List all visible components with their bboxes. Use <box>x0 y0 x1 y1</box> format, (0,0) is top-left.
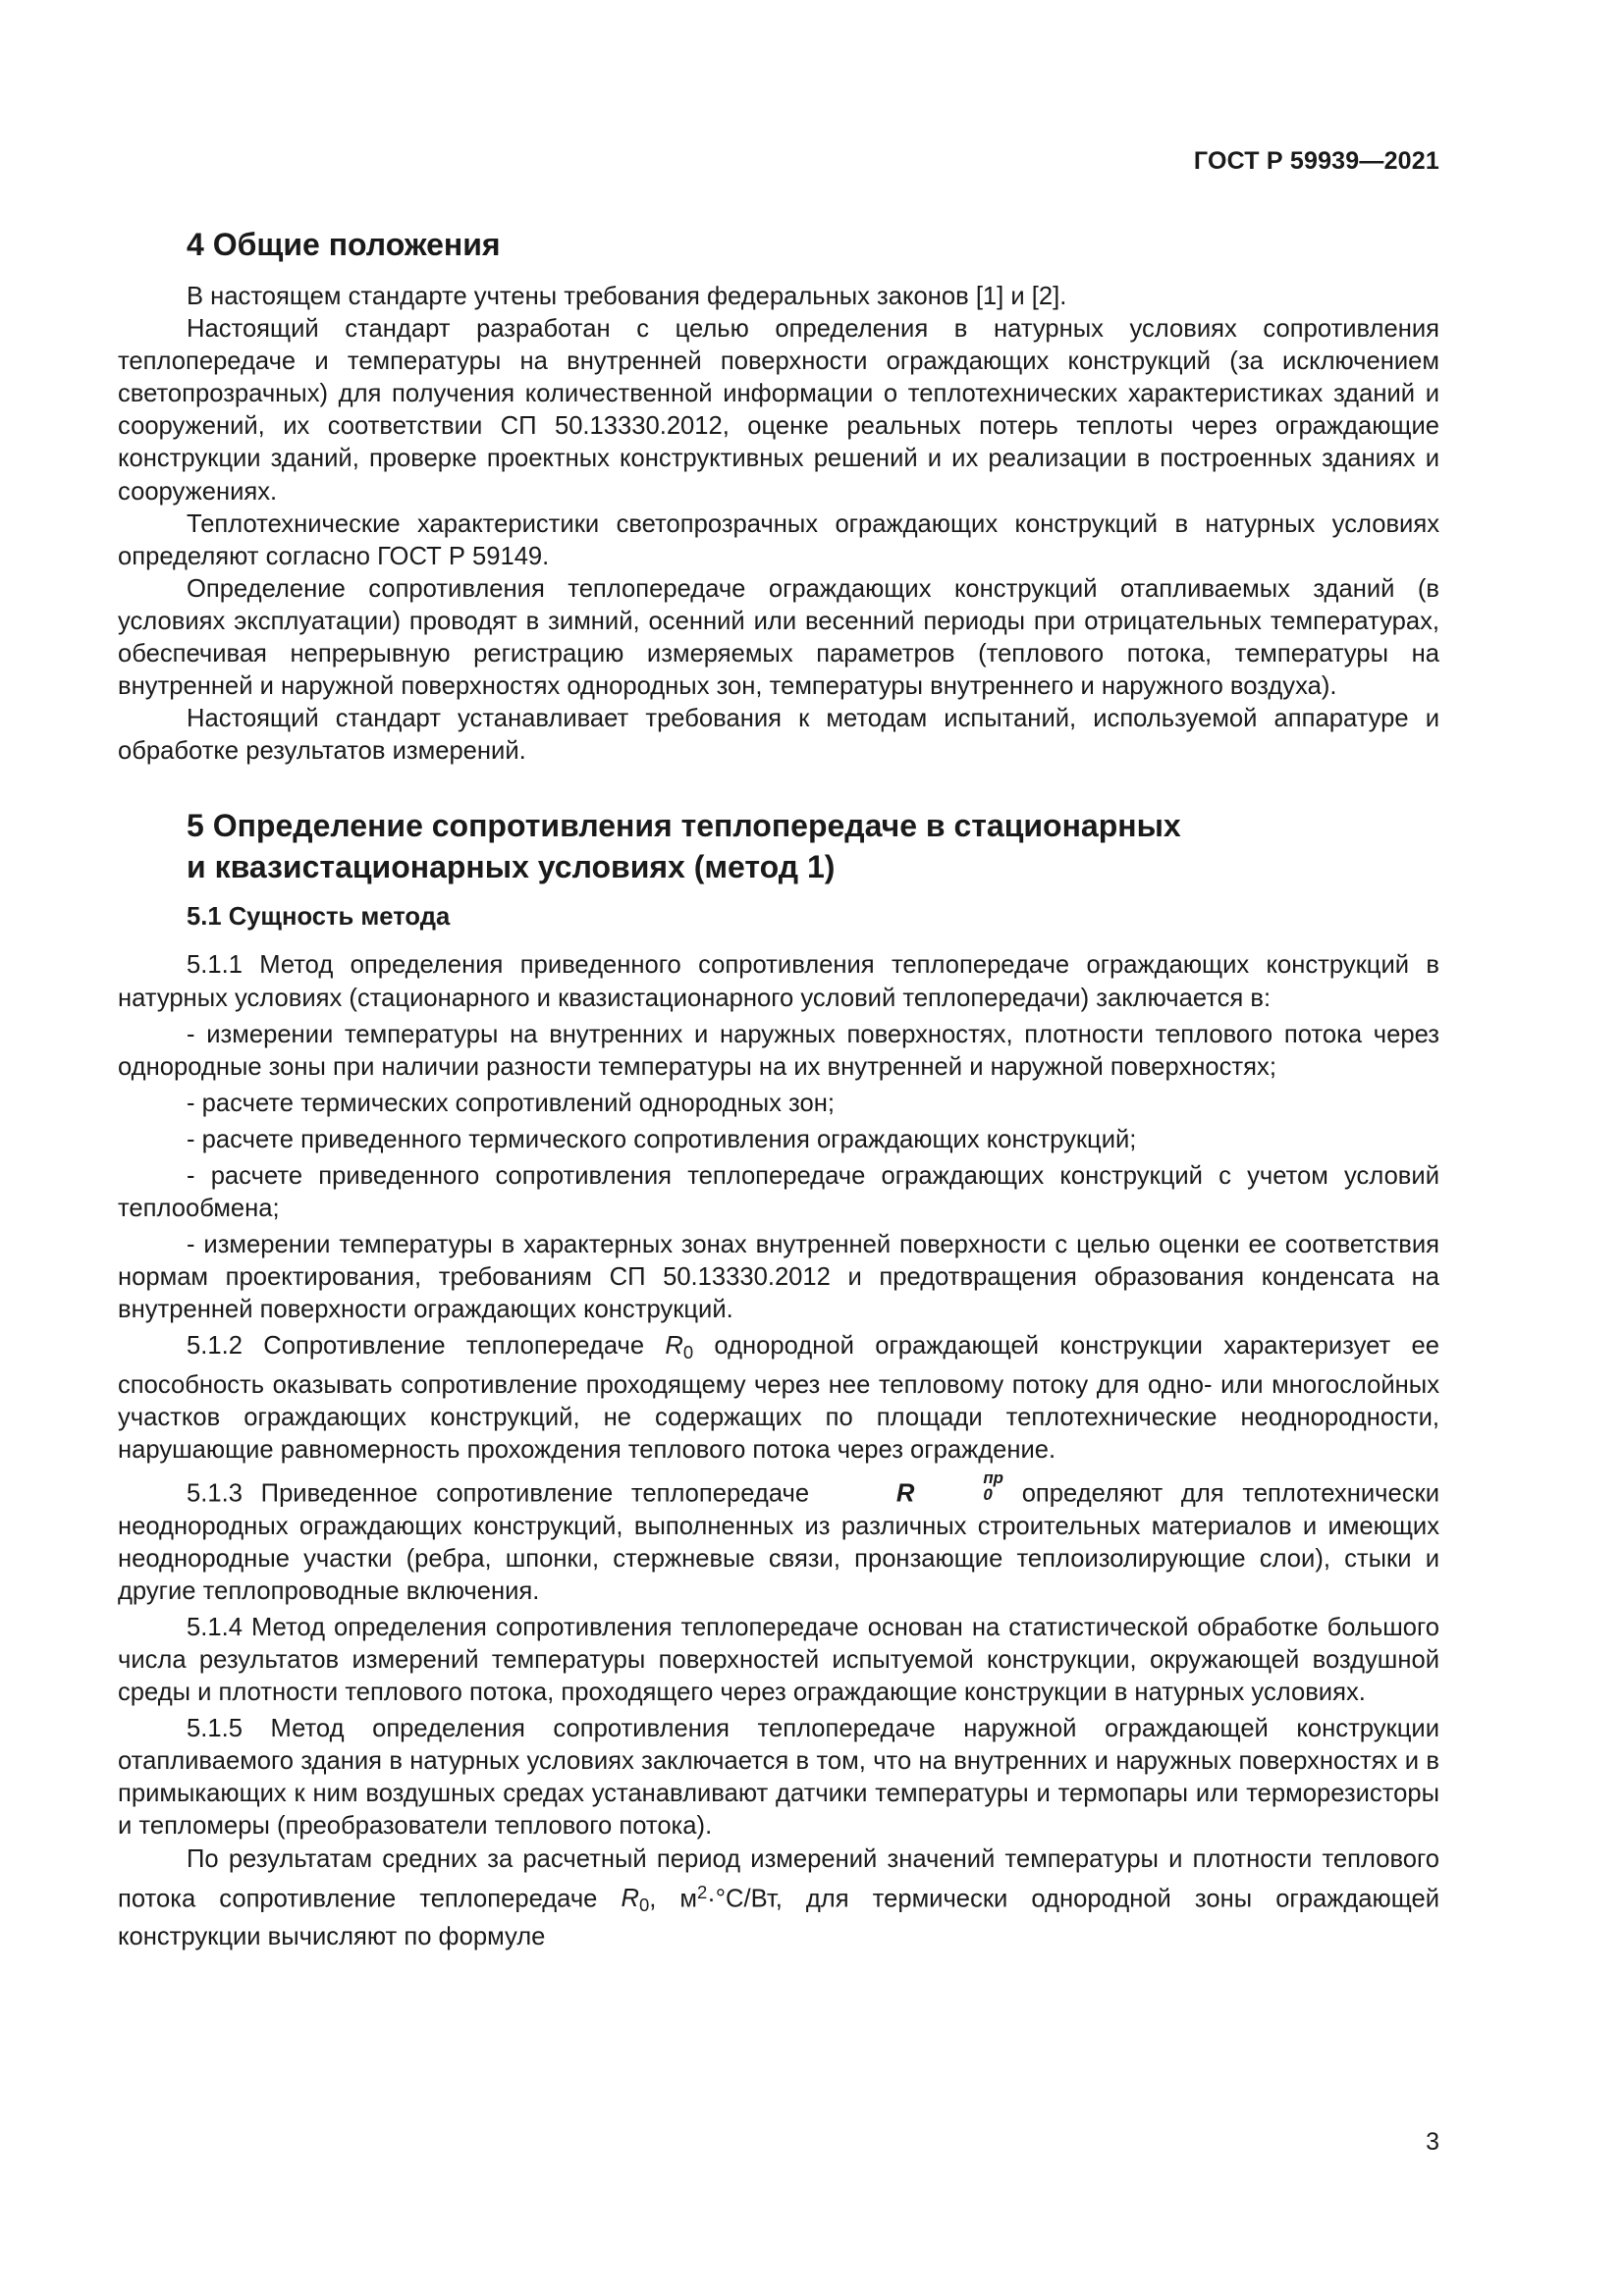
symbol-r: R <box>895 1479 915 1508</box>
symbol-r0 <box>665 1332 694 1363</box>
symbol-r: R <box>665 1332 683 1361</box>
clause-text: 5.1.3 Приведенное сопротивление теплопередаче <box>187 1479 828 1508</box>
section-5-title-line: и квазистационарных условиях (метод 1) <box>187 849 836 885</box>
section-4-title: 4 Общие положения <box>187 227 501 262</box>
section-4-paragraph: Определение сопротивления теплопередаче ограждающих конструкций отапливаемых зданий (в условиях эксплуатации) проводят в зимний, осенний или весенний периоды при отрицательных температурах, обеспечивая непрерывную регистрацию измеряемых параметров (теплового потока, температуры на внутренней и наружной поверхностях однородных зон, температуры внутреннего и наружного воздуха). <box>118 574 1439 701</box>
paragraph-text: По результатам средних за расчетный период измерений значений температуры и плотности теплового потока сопротивление теплопередаче <box>118 1844 1439 1912</box>
document-id: ГОСТ Р 59939—2021 <box>1193 147 1439 175</box>
symbol-subscript: 0 <box>638 1895 650 1916</box>
section-4-paragraph: Теплотехнические характеристики светопрозрачных ограждающих конструкций в натурных условиях определяют согласно ГОСТ Р 59149. <box>118 509 1439 570</box>
symbol-indices <box>914 1470 1003 1504</box>
symbol-r0 <box>621 1884 650 1916</box>
list-item: - расчете термических сопротивлений однородных зон; <box>187 1089 835 1117</box>
section-5-title-line: 5 Определение сопротивления теплопередаче в стационарных <box>187 808 1181 844</box>
subsection-5-1-title: 5.1 Сущность метода <box>187 903 451 932</box>
list-item: - расчете приведенного сопротивления теплопередаче ограждающих конструкций с учетом условий теплообмена; <box>118 1161 1439 1223</box>
formula-intro-paragraph <box>118 1843 1439 1954</box>
list-item: - измерении температуры в характерных зонах внутренней поверхности с целью оценки ее соответствия нормам проектирования, требованиям СП 50.13330.2012 и предотвращения образования конденсата на внутренней поверхности ограждающих конструкций. <box>118 1231 1439 1324</box>
clause-5-1-3 <box>118 1470 1439 1608</box>
clause-text: однородной ограждающей конструкции характеризует ее способность оказывать сопротивление проходящему через нее тепловому потоку для одно- или многослойных участков ограждающих конструкций, не содержащих по площади теплотехнические неоднородности, нарушающие равномерность прохождения теплового потока через ограждение. <box>118 1332 1439 1464</box>
section-4-paragraph: Настоящий стандарт разработан с целью определения в натурных условиях сопротивления теплопередаче и температуры на внутренней поверхности ограждающих конструкций (за исключением светопрозрачных) для получения количественной информации о теплотехнических характеристиках зданий и сооружений, их соответствии СП 50.13330.2012, оценке реальных потерь теплоты через ограждающие конструкции зданий, проверке проектных конструктивных решений и их реализации в построенных зданиях и сооружениях. <box>118 315 1439 506</box>
paragraph-text: ·°С/Вт, для термически однородной зоны ограждающей конструкции вычисляют по формуле <box>118 1884 1440 1951</box>
symbol-r0-pr <box>828 1470 1003 1511</box>
section-5-title <box>187 805 1439 887</box>
list-item: - расчете приведенного термического сопротивления ограждающих конструкций; <box>187 1125 1137 1153</box>
unit-superscript: 2 <box>697 1881 708 1902</box>
paragraph-text: , м <box>649 1884 697 1912</box>
section-4-paragraph: В настоящем стандарте учтены требования федеральных законов [1] и [2]. <box>187 283 1067 310</box>
clause-5-1-4: 5.1.4 Метод определения сопротивления теплопередаче основан на статистической обработке большого числа результатов измерений температуры поверхностей испытуемой конструкции, окружающей воздушной среды и плотности теплового потока, проходящего через ограждающие конструкции в натурных условиях. <box>118 1613 1439 1707</box>
page-content <box>118 224 1439 1953</box>
symbol-superscript: пр <box>983 1468 1003 1487</box>
symbol-subscript: 0 <box>682 1342 694 1363</box>
clause-5-1-5: 5.1.5 Метод определения сопротивления теплопередаче наружной ограждающей конструкции отапливаемого здания в натурных условиях заключается в том, что на внутренних и наружных поверхностях и в примыкающих к ним воздушных средах устанавливают датчики температуры и термопары или терморезисторы и тепломеры (преобразователи теплового потока). <box>118 1715 1439 1841</box>
list-item: - измерении температуры на внутренних и наружных поверхностях, плотности теплового потока через однородные зоны при наличии разности температуры на их внутренней и наружной поверхностях; <box>118 1020 1439 1081</box>
clause-5-1-1: 5.1.1 Метод определения приведенного сопротивления теплопередаче ограждающих конструкций в натурных условиях (стационарного и квазистационарного условий теплопередачи) заключается в: <box>118 951 1439 1012</box>
clause-5-1-2 <box>118 1330 1439 1467</box>
clause-text: определяют для теплотехнически неоднородных ограждающих конструкций, выполненных из различных строительных материалов и имеющих неоднородные участки (ребра, шпонки, стержневые связи, пронзающие теплоизолирующие слои), стыки и другие теплопроводные включения. <box>118 1479 1440 1605</box>
section-4-paragraph: Настоящий стандарт устанавливает требования к методам испытаний, используемой аппаратуре и обработке результатов измерений. <box>118 705 1439 766</box>
clause-text: 5.1.2 Сопротивление теплопередаче <box>187 1332 666 1361</box>
symbol-r: R <box>621 1884 639 1912</box>
page-number: 3 <box>1426 2128 1439 2156</box>
symbol-subscript: 0 <box>983 1484 993 1504</box>
